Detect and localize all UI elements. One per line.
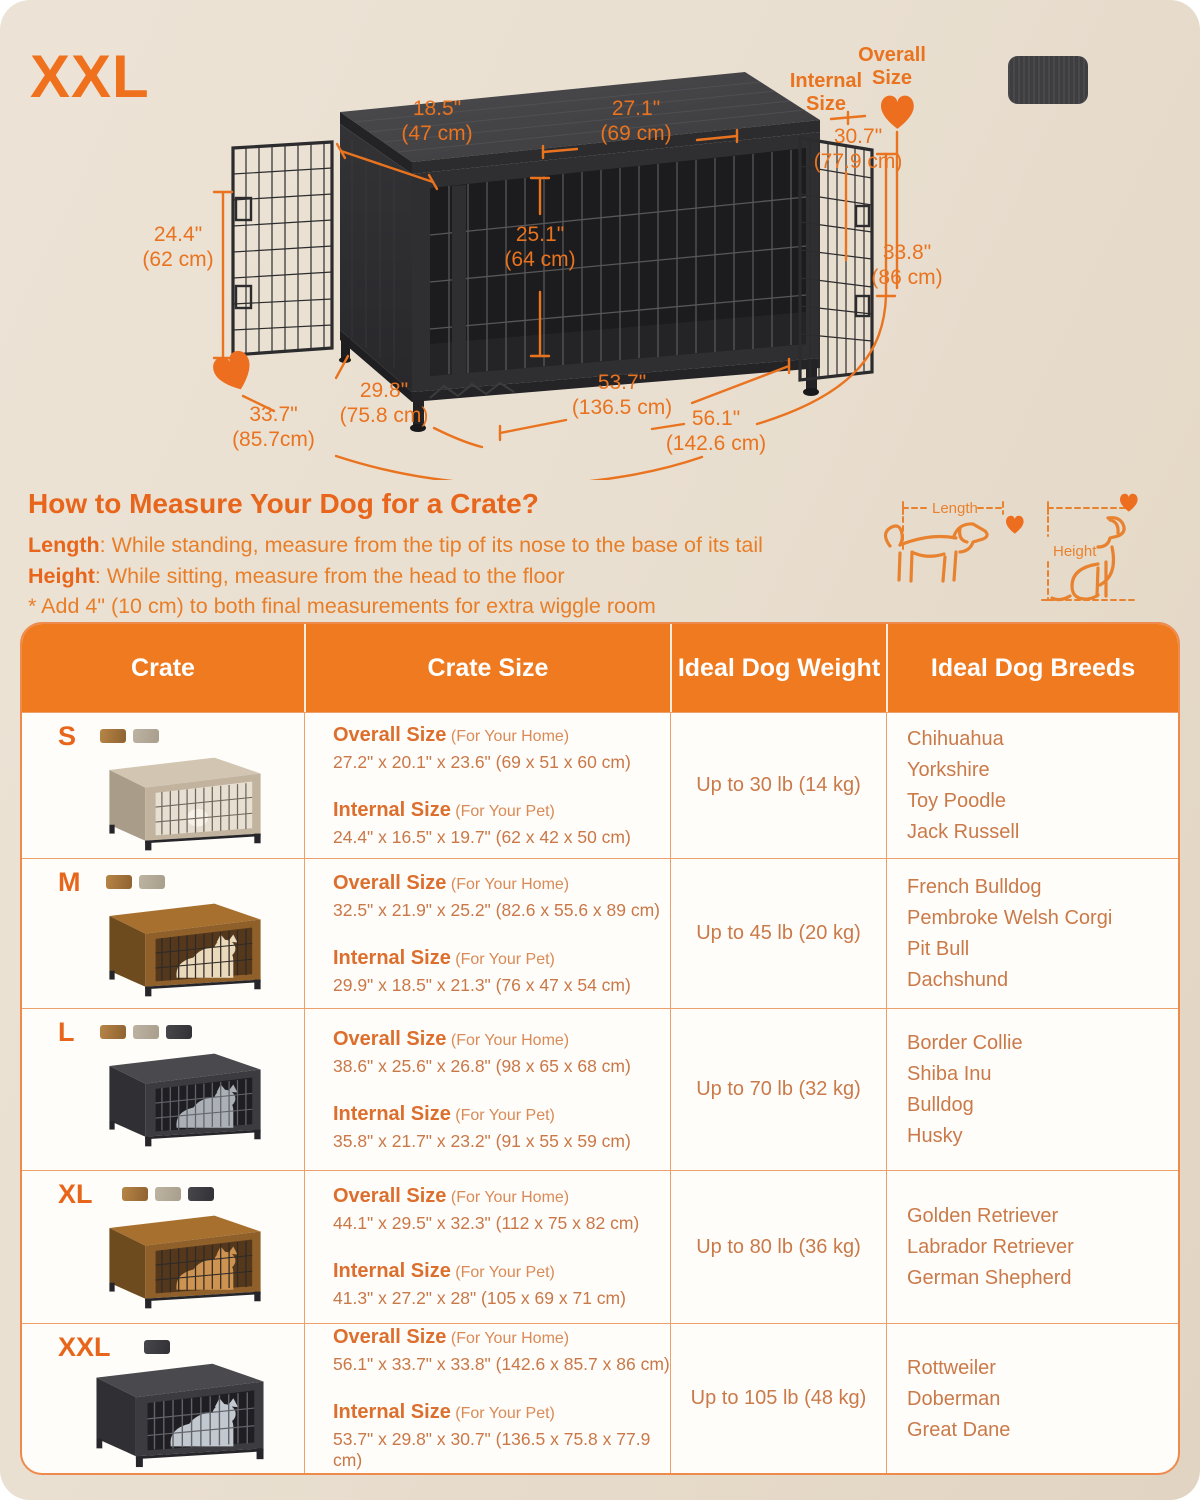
length-heart-icon: [1006, 516, 1024, 534]
dog-measuring-icons: [870, 478, 1190, 613]
table-row-xxl: [22, 1323, 1178, 1473]
swatch-greige: [139, 875, 165, 889]
dim-door-height: 24.4" (62 cm): [142, 223, 214, 271]
crate-comparison-table: [20, 622, 1180, 1475]
size-cell-xl: Overall Size (For Your Home) 44.1" x 29.5" x 32.3" (112 x 75 x 82 cm) Internal Size (For Your Pet) 41.3" x 27.2" x 28" (105 x 69 x 71 cm): [304, 1171, 670, 1323]
crate-cell-m: [22, 859, 304, 1008]
overall-size-label: [846, 44, 938, 90]
swatch-greige: [133, 729, 159, 743]
table-row-xl: [22, 1170, 1178, 1323]
breeds-cell-xl: Golden Retriever Labrador Retriever German Shepherd: [886, 1171, 1178, 1323]
size-letter-m: M: [58, 867, 81, 897]
weight-cell-s: Up to 30 lb (14 kg): [670, 713, 886, 858]
size-cell-m: Overall Size (For Your Home) 32.5" x 21.9" x 25.2" (82.6 x 55.6 x 89 cm) Internal Size (For Your Pet) 29.9" x 18.5" x 21.3" (76 x 47 x 54 cm): [304, 859, 670, 1008]
dim-overall-width: 56.1" (142.6 cm): [665, 407, 767, 455]
header-crate-size: Crate Size: [304, 624, 670, 712]
swatch-greige: [133, 1025, 159, 1039]
icon-length-label: Length: [932, 500, 978, 517]
measure-note: * Add 4" (10 cm) to both final measurements for extra wiggle room: [28, 594, 656, 618]
dim-internal-height: 30.7" (77.9 cm): [813, 125, 903, 173]
weight-cell-xl: Up to 80 lb (36 kg): [670, 1171, 886, 1323]
breeds-cell-s: Chihuahua Yorkshire Toy Poodle Jack Russell: [886, 713, 1178, 858]
swatches-xl: [122, 1187, 214, 1201]
dim-overall-height: 33.8" (86 cm): [871, 241, 943, 289]
table-header-row: [22, 624, 1178, 712]
swatches-m: [106, 875, 165, 889]
header-ideal-dog-breeds: Ideal Dog Breeds: [886, 624, 1178, 712]
crate-thumb-m: [80, 893, 290, 999]
size-cell-l: Overall Size (For Your Home) 38.6" x 25.6" x 26.8" (98 x 65 x 68 cm) Internal Size (For Your Pet) 35.8" x 21.7" x 23.2" (91 x 55 x 59 cm): [304, 1009, 670, 1170]
swatch-greige: [155, 1187, 181, 1201]
measure-height-line: Height: While sitting, measure from the head to the floor: [28, 564, 565, 588]
size-cell-xxl: Overall Size (For Your Home) 56.1" x 33.7" x 33.8" (142.6 x 85.7 x 86 cm) Internal Size (For Your Pet) 53.7" x 29.8" x 30.7" (136.5 x 75.8 x 77.9 cm): [304, 1324, 670, 1473]
size-letter-xl: XL: [58, 1179, 93, 1209]
swatch-rustic: [122, 1187, 148, 1201]
weight-cell-m: Up to 45 lb (20 kg): [670, 859, 886, 1008]
dim-top-side: 18.5" (47 cm): [401, 97, 473, 145]
weight-cell-xxl: Up to 105 lb (48 kg): [670, 1324, 886, 1473]
crate-thumb-xl: [80, 1205, 290, 1311]
size-letter-s: S: [58, 721, 77, 751]
measure-title: How to Measure Your Dog for a Crate?: [28, 488, 539, 519]
size-letter-l: L: [58, 1017, 75, 1047]
swatch-black: [166, 1025, 192, 1039]
internal-size-value: 24.4" x 16.5" x 19.7" (62 x 42 x 50 cm): [333, 826, 631, 847]
dim-overall-depth: 33.7" (85.7cm): [232, 403, 315, 451]
swatches-l: [100, 1025, 192, 1039]
crate-cell-xxl: [22, 1324, 304, 1473]
swatch-rustic: [100, 729, 126, 743]
measure-length-line: Length: While standing, measure from the tip of its nose to the base of its tail: [28, 533, 763, 557]
overall-size-line2: Size: [871, 67, 913, 89]
header-ideal-dog-weight: Ideal Dog Weight: [670, 624, 886, 712]
dim-top-front: 27.1" (69 cm): [600, 97, 672, 145]
breeds-cell-m: French Bulldog Pembroke Welsh Corgi Pit Bull Dachshund: [886, 859, 1178, 1008]
overall-size-value: 27.2" x 20.1" x 23.6" (69 x 51 x 60 cm): [333, 751, 631, 772]
crate-thumb-xxl: [64, 1352, 296, 1470]
swatch-black: [188, 1187, 214, 1201]
swatch-rustic: [106, 875, 132, 889]
weight-cell-l: Up to 70 lb (32 kg): [670, 1009, 886, 1170]
table-row-s: [22, 712, 1178, 858]
overall-size-line1: Overall: [858, 44, 926, 66]
table-row-m: [22, 858, 1178, 1008]
size-letter-xxl: XXL: [58, 1332, 111, 1362]
icon-height-label: Height: [1053, 543, 1097, 560]
dim-center-height: 25.1" (64 cm): [504, 223, 576, 271]
swatches-s: [100, 729, 159, 743]
crate-thumb-s: [80, 747, 290, 853]
size-badge: XXL: [30, 43, 150, 110]
dim-base-width: 53.7" (136.5 cm): [571, 371, 673, 419]
header-crate: Crate: [131, 653, 195, 682]
breeds-cell-l: Border Collie Shiba Inu Bulldog Husky: [886, 1009, 1178, 1170]
crate-cell-l: [22, 1009, 304, 1170]
table-row-l: [22, 1008, 1178, 1170]
crate-thumb-l: [80, 1043, 290, 1149]
internal-size-line1: Internal: [789, 70, 863, 92]
dim-base-depth: 29.8" (75.8 cm): [339, 379, 429, 427]
internal-size-line2: Size: [805, 93, 847, 115]
swatch-rustic: [100, 1025, 126, 1039]
breeds-cell-xxl: Rottweiler Doberman Great Dane: [886, 1324, 1178, 1473]
size-cell-s: Overall Size (For Your Home) 27.2" x 20.1" x 23.6" (69 x 51 x 60 cm) Internal Size (For Your Pet) 24.4" x 16.5" x 19.7" (62 x 42 x 50 cm): [304, 713, 670, 858]
crate-cell-s: [22, 713, 304, 858]
crate-cell-xl: [22, 1171, 304, 1323]
left-wire-door: [233, 142, 332, 355]
